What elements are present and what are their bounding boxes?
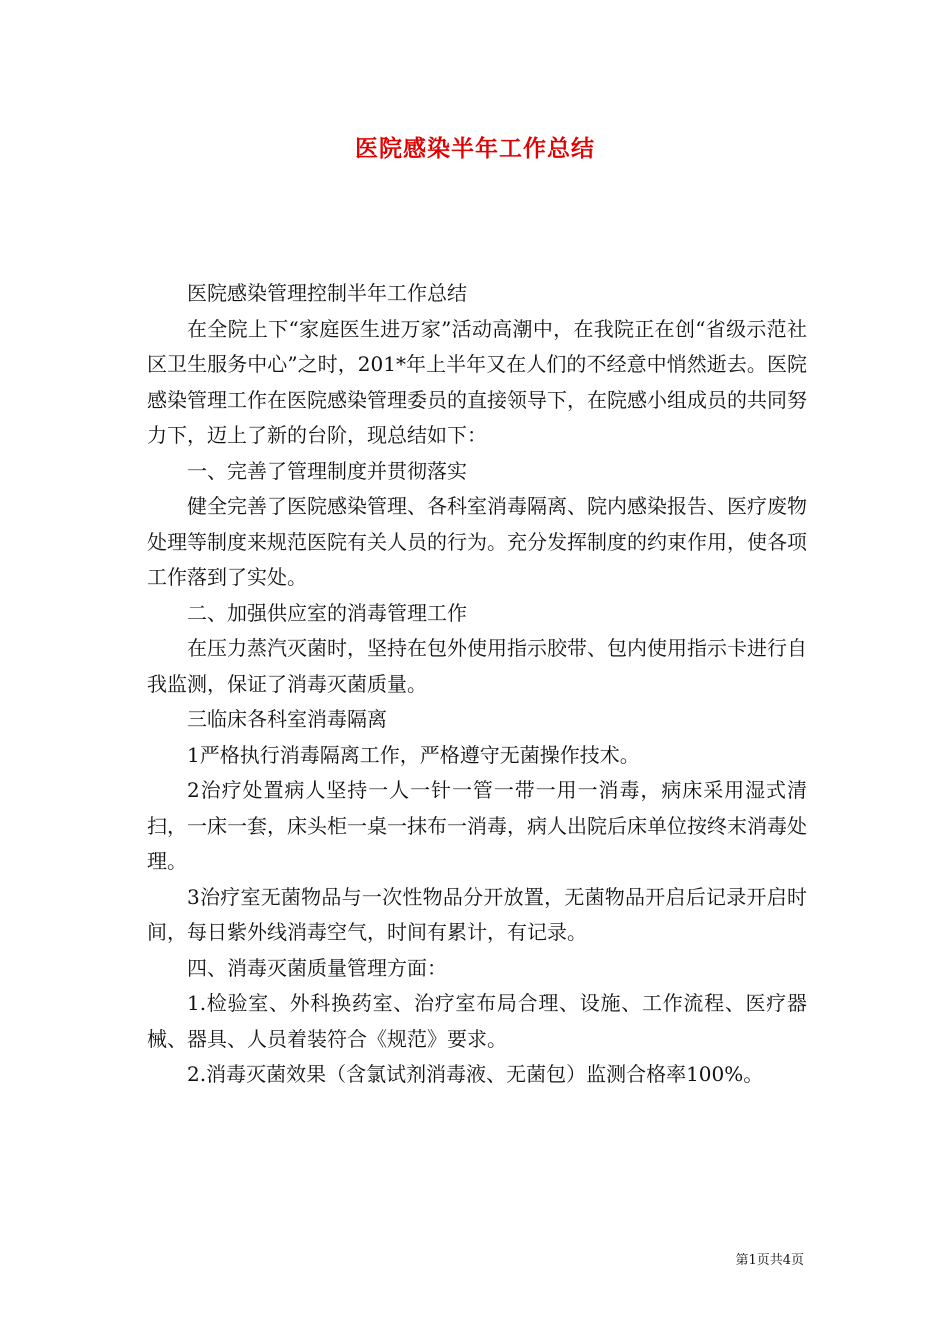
list-item: 1严格执行消毒隔离工作，严格遵守无菌操作技术。	[187, 742, 640, 767]
list-item: 3治疗室无菌物品与一次性物品分开放置，无菌物品开启后记录开启时间，每日紫外线消毒空气，时间有累计，有记录。	[147, 884, 807, 944]
list-item: 2治疗处置病人坚持一人一针一管一带一用一消毒，病床采用湿式清扫，一床一套，床头柜一桌一抹布一消毒，病人出院后床单位按终末消毒处理。	[147, 778, 807, 873]
paragraph-intro: 在全院上下“家庭医生进万家”活动高潮中，在我院正在创“省级示范社区卫生服务中心”之时，201*年上半年又在人们的不经意中悄然逝去。医院感染管理工作在医院感染管理委员的直接领导下，在院感小组成员的共同努力下，迈上了新的台阶，现总结如下：	[147, 316, 807, 447]
section-heading-3: 三临床各科室消毒隔离	[187, 707, 387, 731]
list-item: 1.检验室、外科换药室、治疗室布局合理、设施、工作流程、医疗器械、器具、人员着装符合《规范》要求。	[147, 991, 807, 1051]
paragraph-subtitle: 医院感染管理控制半年工作总结	[187, 281, 467, 305]
document-title: 医院感染半年工作总结	[355, 135, 595, 162]
paragraph: 健全完善了医院感染管理、各科室消毒隔离、院内感染报告、医疗废物处理等制度来规范医院有关人员的行为。充分发挥制度的约束作用，使各项工作落到了实处。	[147, 494, 807, 589]
section-heading-4: 四、消毒灭菌质量管理方面：	[187, 955, 447, 980]
document-body	[147, 276, 807, 1093]
section-heading-2: 二、加强供应室的消毒管理工作	[187, 600, 467, 625]
list-item: 2.消毒灭菌效果（含氯试剂消毒液、无菌包）监测合格率100%。	[187, 1062, 764, 1086]
page-number: 第1页共4页	[735, 1253, 804, 1268]
section-heading-1: 一、完善了管理制度并贯彻落实	[187, 458, 467, 483]
paragraph: 在压力蒸汽灭菌时，坚持在包外使用指示胶带、包内使用指示卡进行自我监测，保证了消毒灭菌质量。	[147, 636, 807, 696]
